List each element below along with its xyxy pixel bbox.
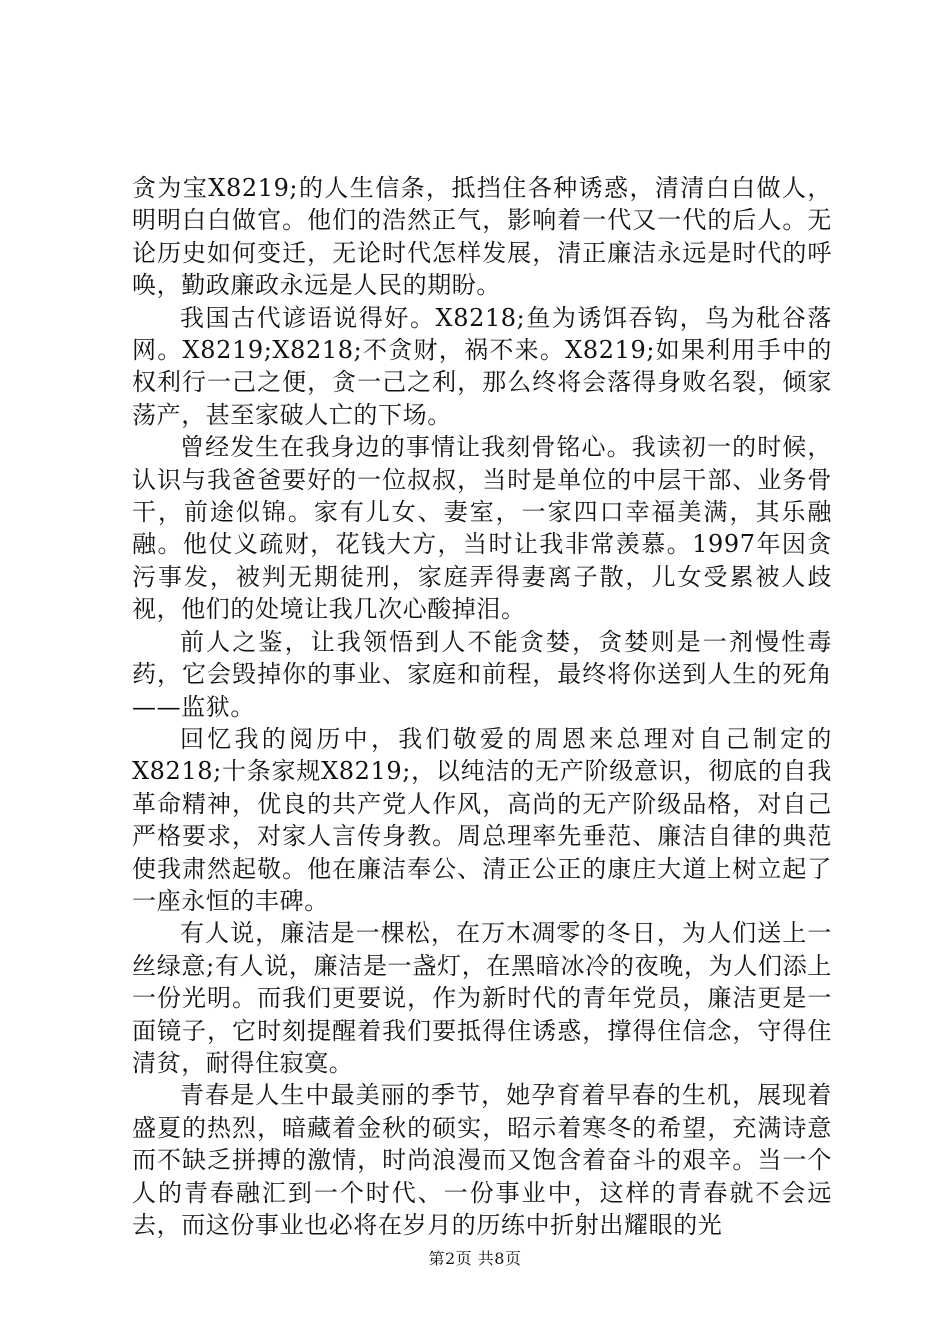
paragraph-4: 前人之鉴，让我领悟到人不能贪婪，贪婪则是一剂慢性毒药，它会毁掉你的事业、家庭和前程，最终将你送到人生的死角——监狱。 xyxy=(132,627,832,721)
paragraph-6: 有人说，廉洁是一棵松，在万木凋零的冬日，为人们送上一丝绿意;有人说，廉洁是一盏灯，在黑暗冰冷的夜晚，为人们添上一份光明。而我们更要说，作为新时代的青年党员，廉洁更是一面镜子，它时刻提醒着我们要抵得住诱惑，撑得住信念，守得住清贫，耐得住寂寞。 xyxy=(132,919,832,1077)
paragraph-1: 贪为宝X8219;的人生信条，抵挡住各种诱惑，清清白白做人，明明白白做官。他们的浩然正气，影响着一代又一代的后人。无论历史如何变迁，无论时代怎样发展，清正廉洁永远是时代的呼唤，勤政廉政永远是人民的期盼。 xyxy=(132,174,832,300)
paragraph-5: 回忆我的阅历中，我们敬爱的周恩来总理对自己制定的X8218;十条家规X8219;，以纯洁的无产阶级意识，彻底的自我革命精神，优良的共产党人作风，高尚的无产阶级品格，对自己严格要求，对家人言传身教。周总理率先垂范、廉洁自律的典范使我肃然起敬。他在廉洁奉公、清正公正的康庄大道上树立起了一座永恒的丰碑。 xyxy=(132,724,832,915)
paragraph-3: 曾经发生在我身边的事情让我刻骨铭心。我读初一的时候，认识与我爸爸要好的一位叔叔，当时是单位的中层干部、业务骨干，前途似锦。家有儿女、妻室，一家四口幸福美满，其乐融融。他仗义疏财，花钱大方，当时让我非常羡慕。1997年因贪污事发，被判无期徒刑，家庭弄得妻离子散，儿女受累被人歧视，他们的处境让我几次心酸掉泪。 xyxy=(132,433,832,624)
paragraph-2: 我国古代谚语说得好。X8218;鱼为诱饵吞钩，鸟为秕谷落网。X8219;X8218;不贪财，祸不来。X8219;如果利用手中的权利行一己之便，贪一己之利，那么终将会落得身败名裂，倾家荡产，甚至家破人亡的下场。 xyxy=(132,303,832,429)
page-number-footer: 第2页 共8页 xyxy=(428,1249,522,1268)
document-body xyxy=(132,172,832,1241)
paragraph-7: 青春是人生中最美丽的季节，她孕育着早春的生机，展现着盛夏的热烈，暗藏着金秋的硕实，昭示着寒冬的希望，充满诗意而不缺乏拼搏的激情，时尚浪漫而又饱含着奋斗的艰辛。当一个人的青春融汇到一个时代、一份事业中，这样的青春就不会远去，而这份事业也必将在岁月的历练中折射出耀眼的光 xyxy=(132,1081,832,1239)
